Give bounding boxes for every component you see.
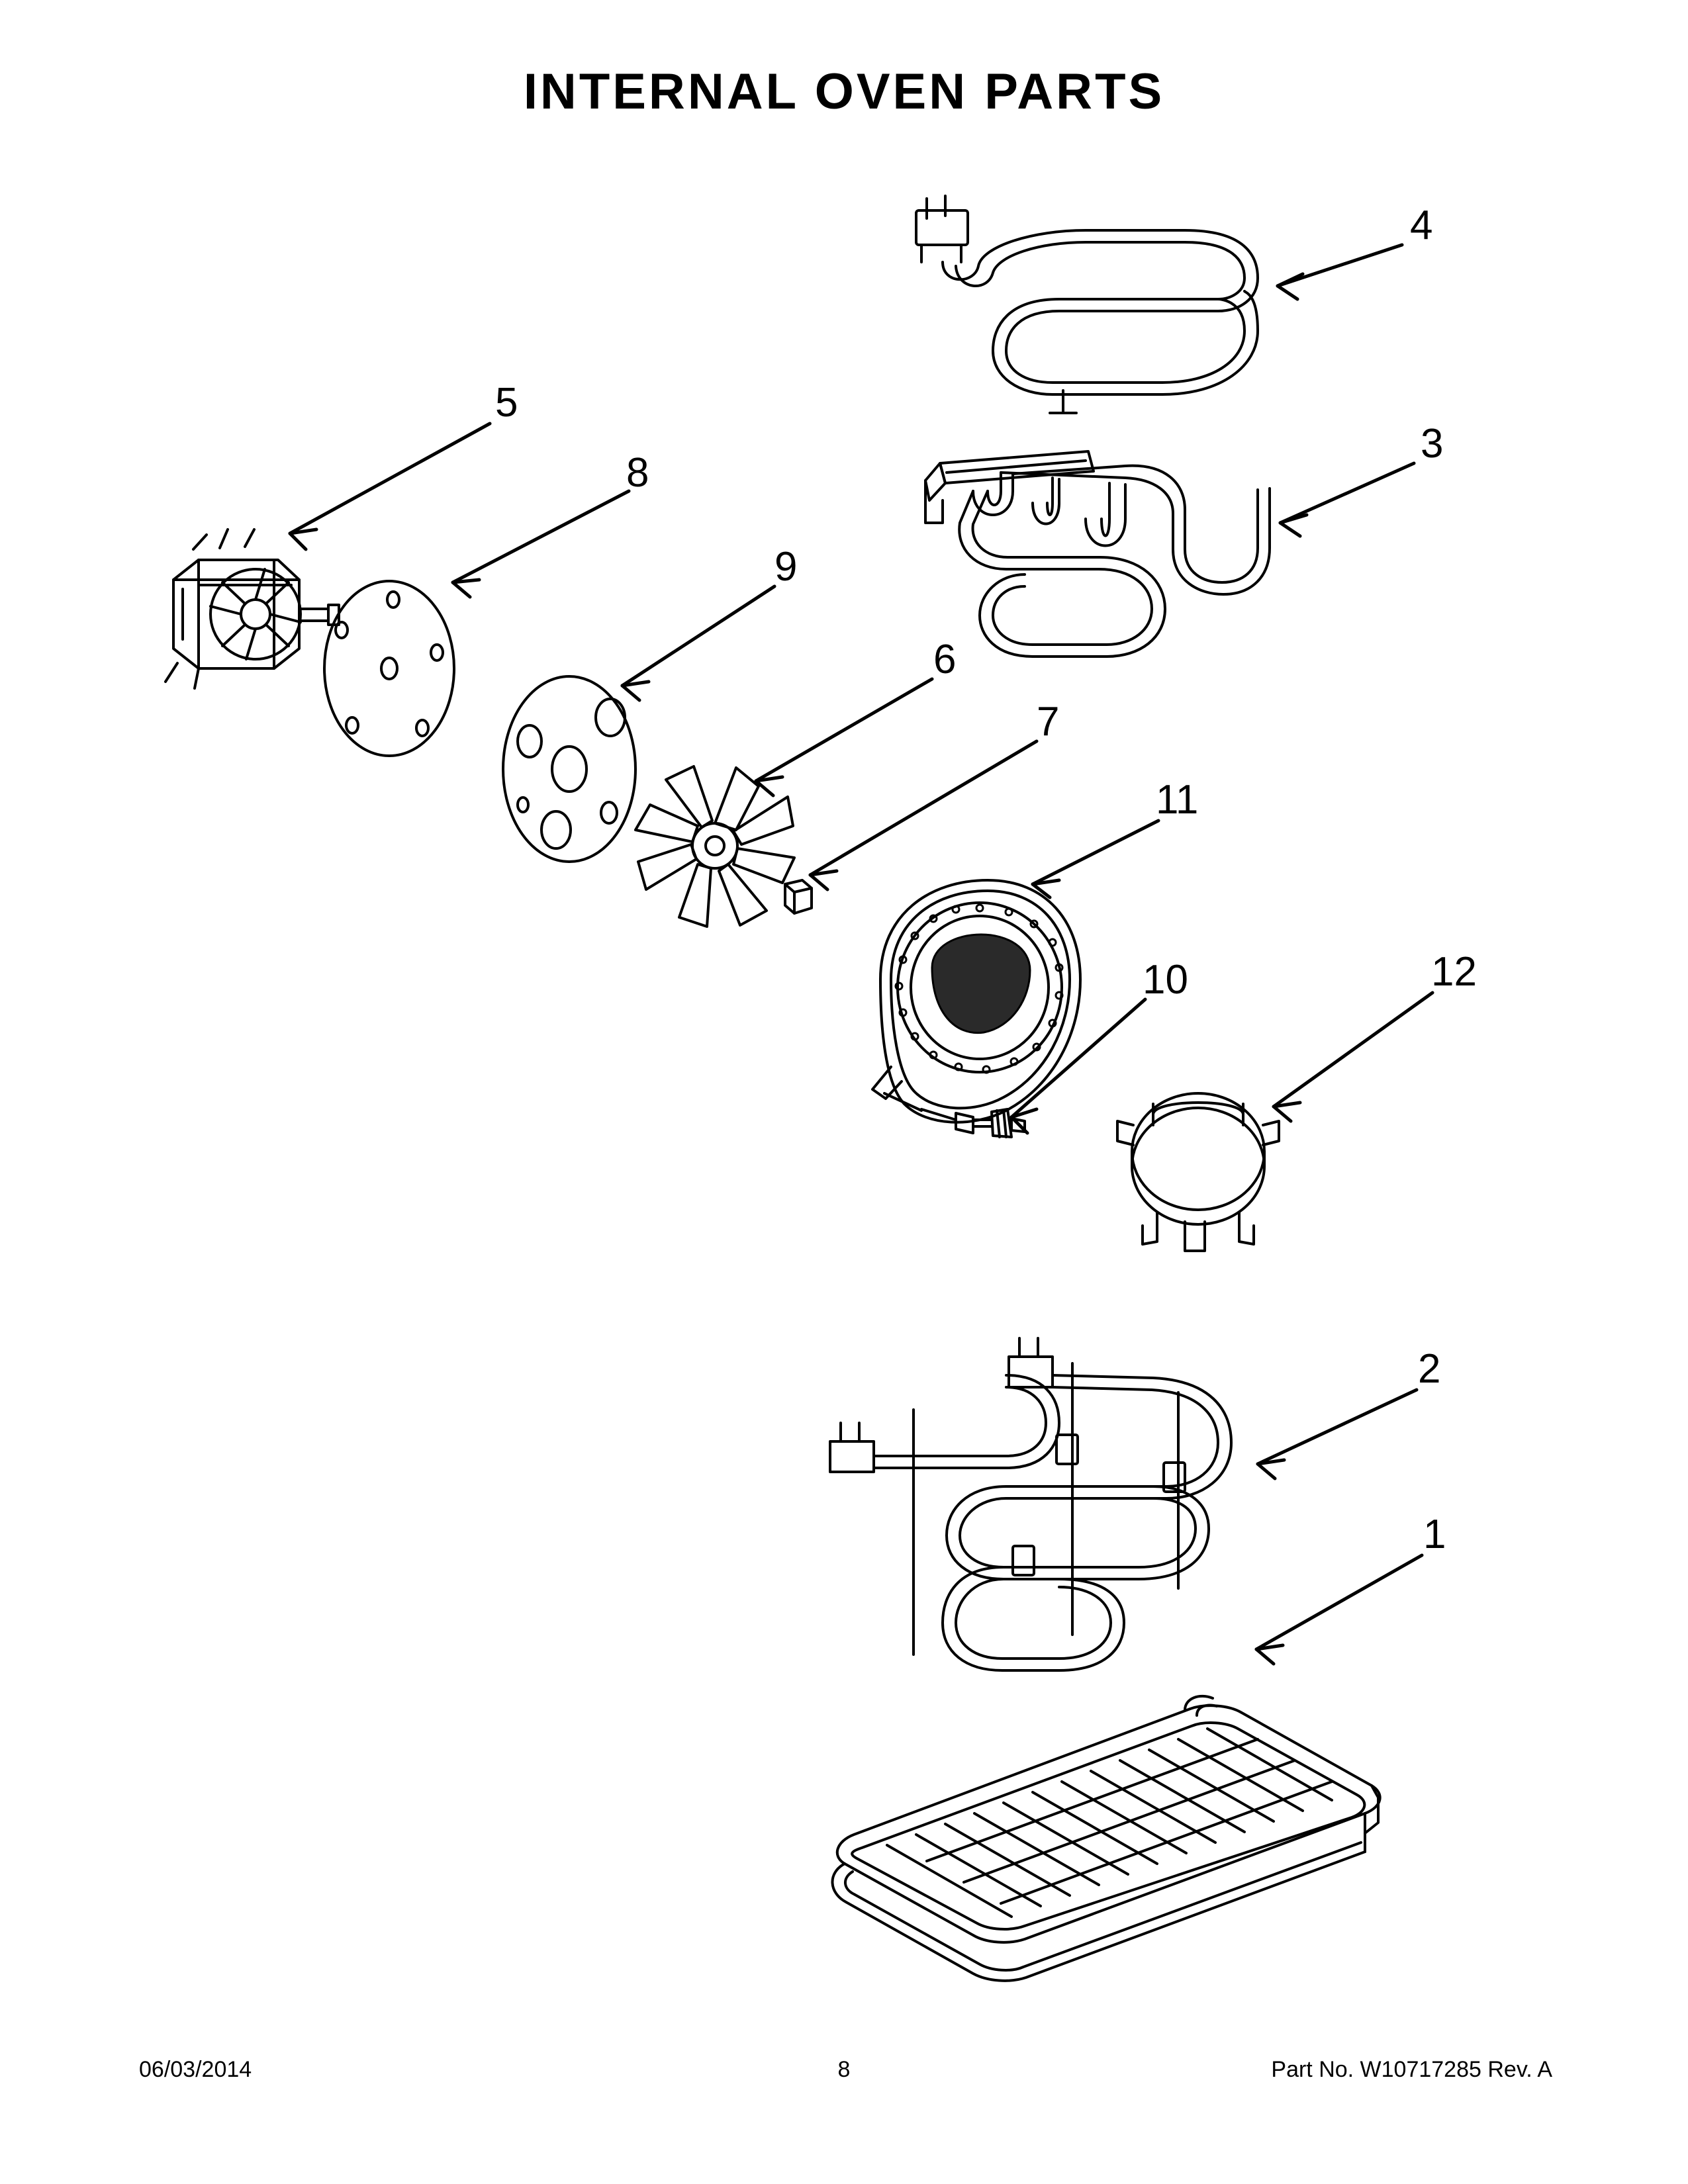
part-convection-fan-blade: [635, 766, 794, 927]
callout-1: 1: [1423, 1512, 1446, 1557]
part-convection-fan-motor: [165, 529, 339, 688]
part-fan-baffle-plate: [503, 676, 635, 862]
part-convection-element-terminal: [921, 1109, 1025, 1137]
part-fan-blade-nut: [785, 880, 812, 913]
part-motor-mounting-plate: [324, 581, 454, 756]
part-element-retainer-bracket: [1117, 1093, 1279, 1251]
page-title: INTERNAL OVEN PARTS: [523, 64, 1165, 120]
callout-7: 7: [1037, 699, 1060, 745]
part-broil-element-upper: [916, 196, 1258, 413]
callout-6: 6: [933, 637, 957, 682]
callout-11: 11: [1156, 777, 1199, 823]
leader-lines: [290, 245, 1432, 1664]
callout-2: 2: [1418, 1346, 1441, 1392]
footer-date: 06/03/2014: [139, 2057, 252, 2082]
part-bake-element: [830, 1338, 1231, 1670]
callout-10: 10: [1143, 957, 1188, 1003]
part-broil-element-lower: [925, 451, 1270, 657]
callout-8: 8: [626, 450, 649, 496]
callout-3: 3: [1421, 421, 1444, 467]
footer-page-number: 8: [837, 2057, 851, 2082]
callout-12: 12: [1431, 949, 1477, 995]
callout-4: 4: [1410, 203, 1433, 248]
callout-9: 9: [774, 544, 798, 590]
footer-part-number: Part No. W10717285 Rev. A: [1271, 2057, 1552, 2082]
callout-5: 5: [495, 380, 518, 426]
part-oven-rack: [832, 1696, 1380, 1981]
